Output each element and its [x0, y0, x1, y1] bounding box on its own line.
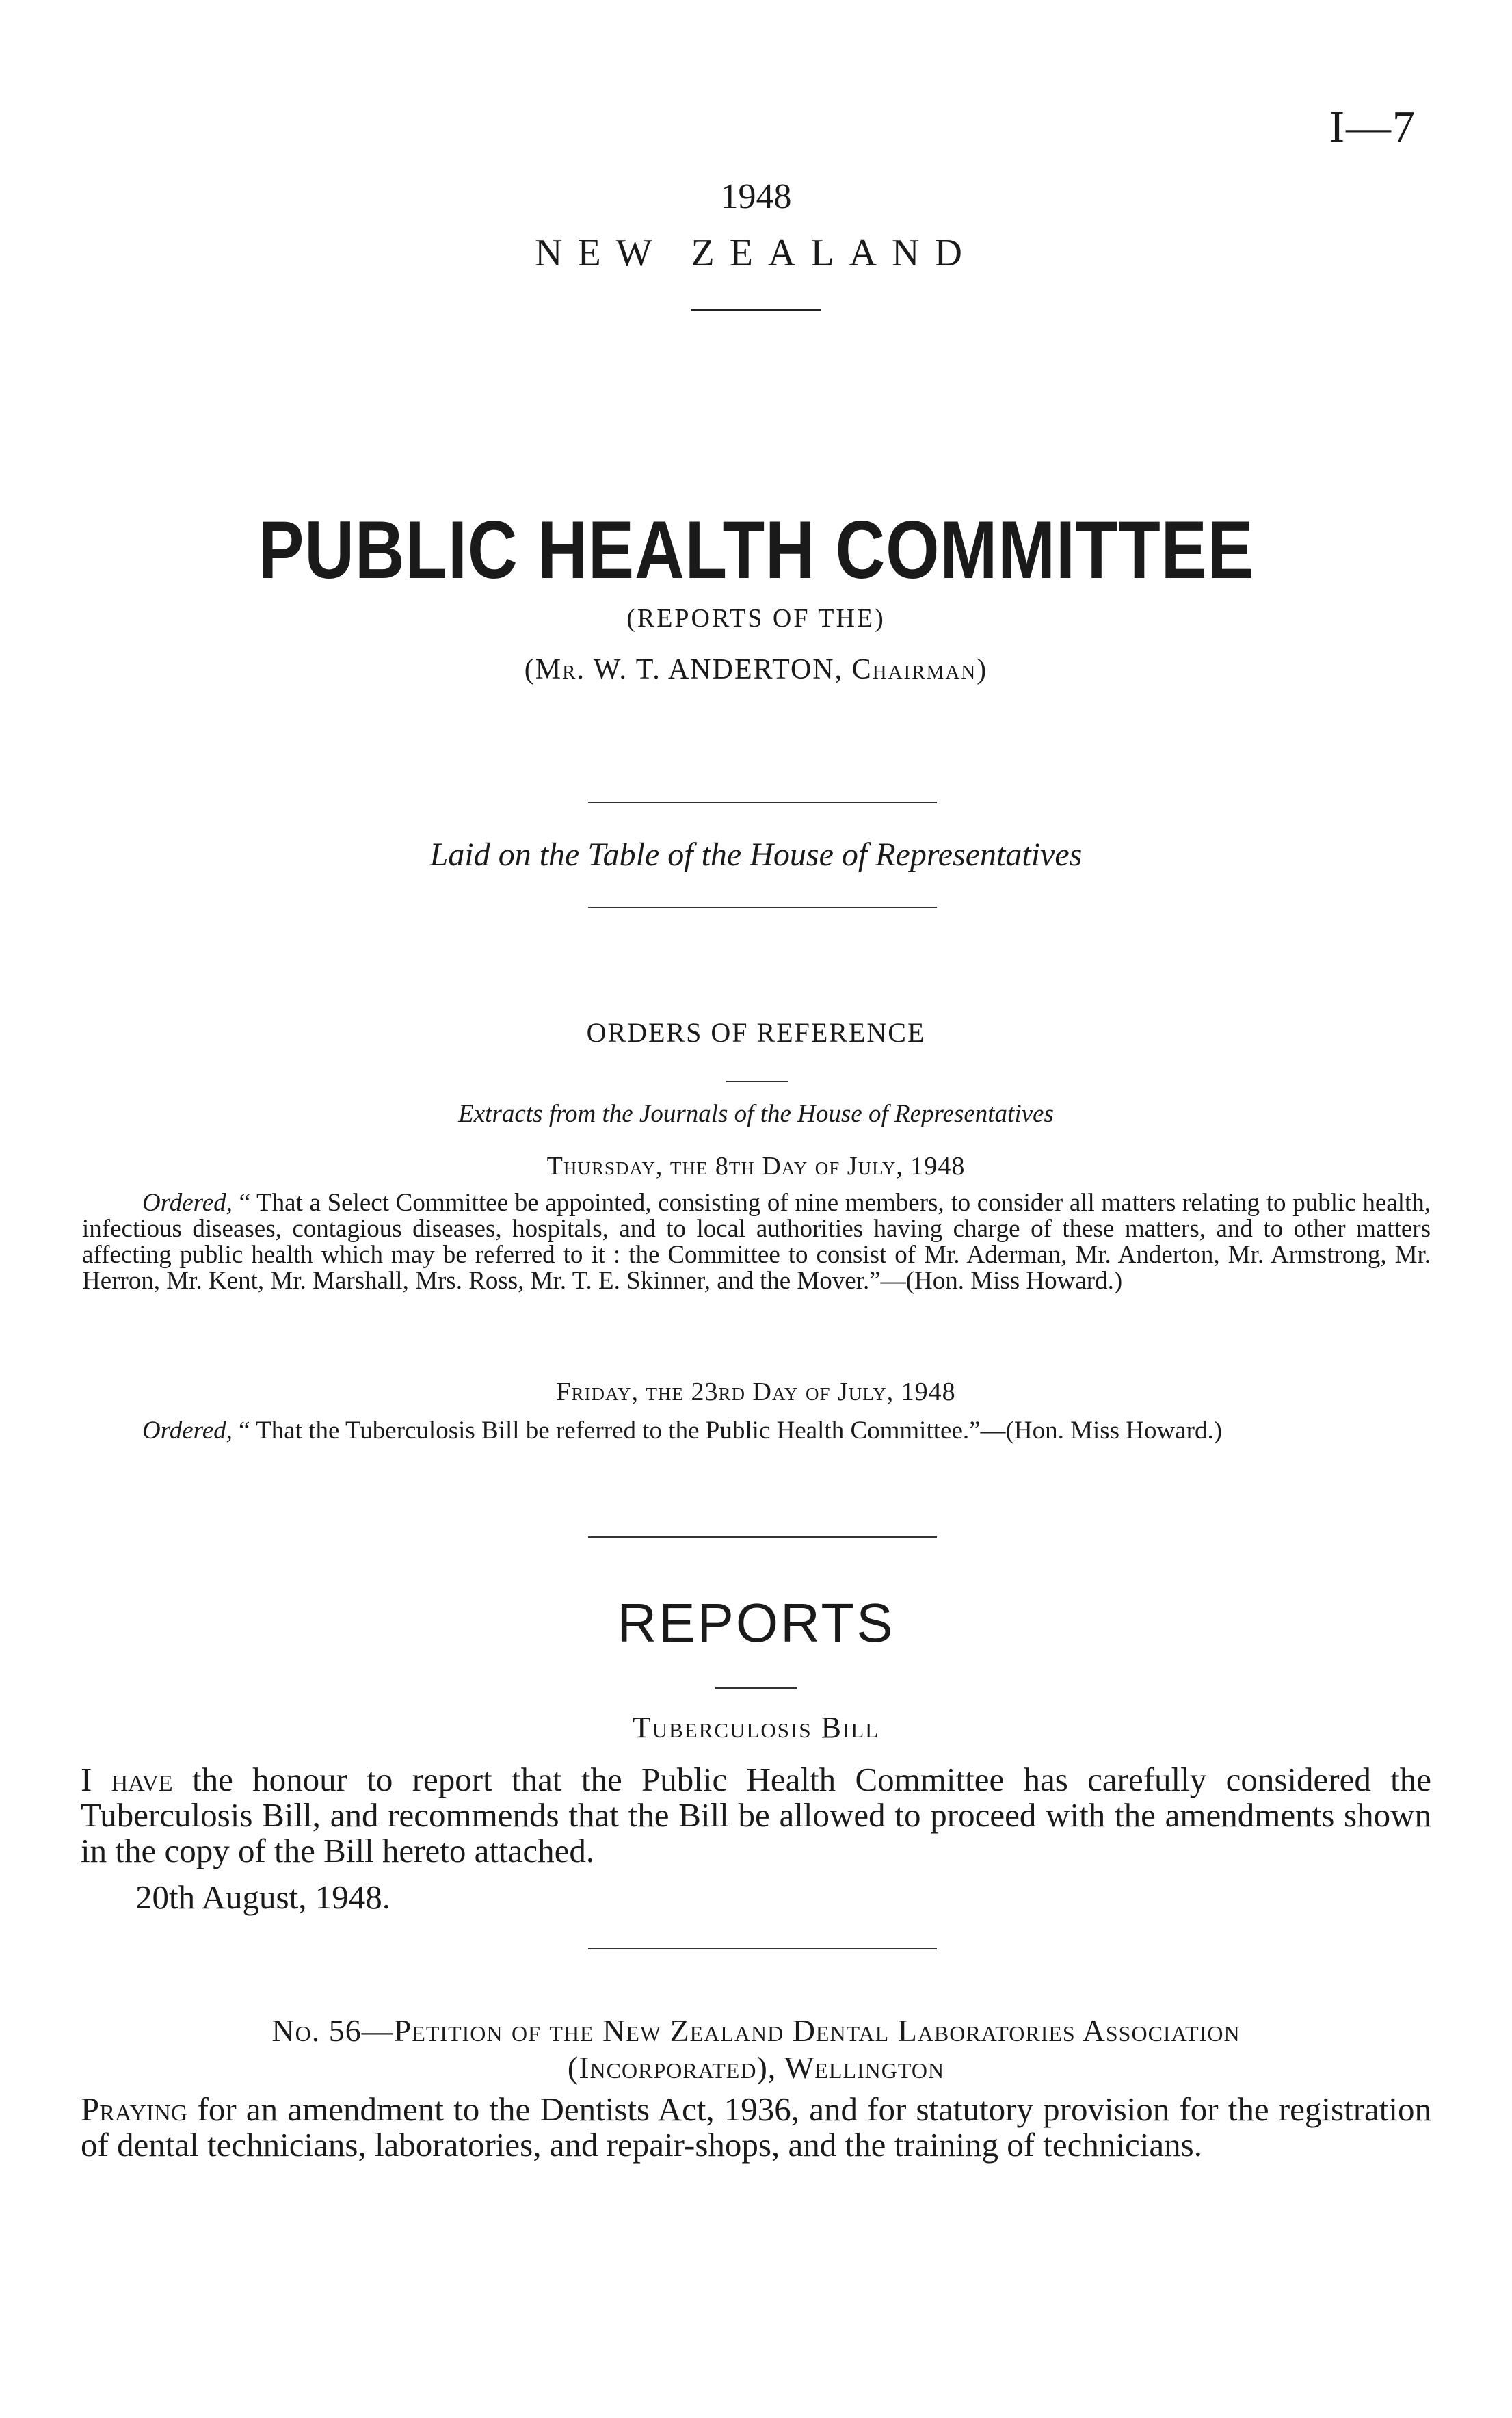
year: 1948	[720, 177, 792, 216]
divider-2	[588, 802, 937, 803]
divider-5	[588, 1536, 937, 1538]
main-title: PUBLIC HEALTH COMMITTEE	[258, 504, 1254, 596]
tb-bill-title: Tuberculosis Bill	[632, 1711, 880, 1744]
tb-report-text: the honour to report that the Public Health Committee has carefully considered the Tuberculosis Bill, and recommends that the Bill be allowed to proceed with the amendments shown in the copy of the Bill hereto attached.	[81, 1761, 1431, 1869]
country: NEW ZEALAND	[535, 232, 977, 274]
chairman-line: (Mr. W. T. ANDERTON, Chairman)	[524, 654, 988, 685]
entry2-text: “ That the Tuberculosis Bill be referred to the Public Health Committee.”—(Hon. Miss Howard.)	[239, 1417, 1223, 1445]
tb-report-date: 20th August, 1948.	[135, 1878, 390, 1916]
entry2-paragraph	[82, 1418, 1431, 1444]
petition-title-line2: (Incorporated), Wellington	[567, 2050, 945, 2085]
petition-text: for an amendment to the Dentists Act, 1936, and for statutory provision for the registration of dental technicians, laboratories, and repair-shops, and the training of technicians.	[81, 2090, 1432, 2164]
divider-3	[588, 907, 937, 908]
divider-6	[715, 1687, 797, 1689]
reports-of-the: (REPORTS OF THE)	[626, 604, 886, 633]
page-code: I—7	[1329, 102, 1416, 152]
petition-title-line1: No. 56—Petition of the New Zealand Dental Laboratories Association	[271, 2013, 1241, 2048]
laid-on-table: Laid on the Table of the House of Representatives	[429, 837, 1083, 873]
entry2-date: Friday, the 23rd Day of July, 1948	[556, 1378, 956, 1406]
orders-heading: ORDERS OF REFERENCE	[586, 1017, 926, 1048]
entry1-paragraph	[82, 1190, 1431, 1294]
entry1-text: “ That a Select Committee be appointed, consisting of nine members, to consider all matters relating to public health, infectious diseases, contagious diseases, hospitals, and to local authorities having charge of these matters, and to other matters affecting public health which may be referred to it : the Committee to consist of Mr. Aderman, Mr. Anderton, Mr. Armstrong, Mr. Herron, Mr. Kent, Mr. Marshall, Mrs. Ross, Mr. T. E. Skinner, and the Mover.”—(Hon. Miss Howard.)	[82, 1189, 1431, 1295]
entry1-ordered: Ordered,	[142, 1189, 233, 1217]
tb-report-paragraph	[81, 1762, 1431, 1869]
divider-7	[588, 1948, 937, 1949]
entry2-ordered: Ordered,	[142, 1417, 233, 1445]
petition-lead: Praying	[81, 2090, 188, 2128]
reports-heading: REPORTS	[617, 1592, 895, 1653]
entry1-date: Thursday, the 8th Day of July, 1948	[546, 1152, 966, 1181]
petition-paragraph	[81, 2092, 1431, 2163]
extracts-line: Extracts from the Journals of the House of Representatives	[458, 1100, 1054, 1128]
divider-4	[726, 1081, 788, 1082]
tb-report-lead: I have	[81, 1761, 173, 1798]
divider-1	[691, 309, 821, 311]
